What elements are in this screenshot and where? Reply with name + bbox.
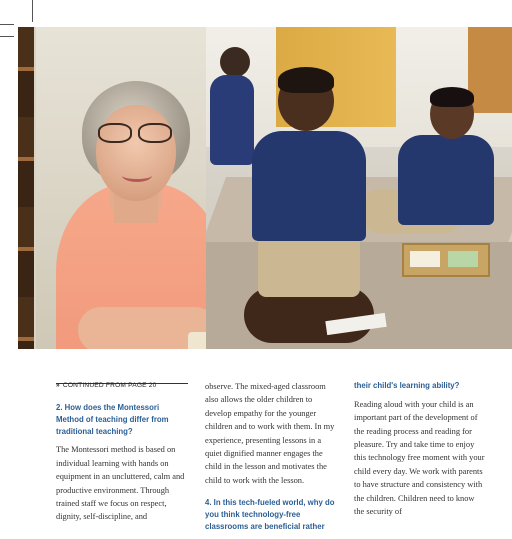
- crop-mark: [32, 0, 33, 22]
- column-3-body: Reading aloud with your child is an important part of the development of the reading process and reading for pleasure. Try and take time to enjoy this technology free moment with your child every day. We work with parents to have structure and consistency with the children. Children need to know the security of: [354, 399, 485, 517]
- question-2-body: The Montessori method is based on individual learning with hands on equipment in an uncluttered, calm and productive environment. Through trained staff we focus on respect, dignity, self-discipline, and: [56, 445, 185, 522]
- text-column-1: [56, 380, 188, 532]
- text-column-2: [205, 380, 337, 539]
- question-4-heading: 4. In this tech-fueled world, why do you think technology-free classrooms are beneficial rather: [205, 498, 335, 531]
- child-right: [374, 89, 508, 269]
- photo-woman: [18, 27, 206, 349]
- column-2-body: observe. The mixed-aged classroom also allows the older children to develop empathy for the younger children and to work with them. In my experience, presenting lessons in a quiet dignified manner engages the child in the lesson and motivates the child to work with the lesson.: [205, 382, 335, 485]
- question-2-heading: 2. How does the Montessori Method of teaching differ from traditional teaching?: [56, 403, 169, 436]
- learning-materials-box: [402, 243, 490, 277]
- crop-mark: [0, 36, 14, 37]
- crop-mark: [0, 24, 14, 25]
- text-column-3: [354, 380, 486, 526]
- child-center: [244, 71, 374, 349]
- continued-label: » CONTINUED FROM PAGE 20: [56, 382, 157, 389]
- glasses-icon: [96, 123, 174, 141]
- photo-children-classroom: [206, 27, 512, 349]
- double-chevron-icon: »: [56, 382, 60, 389]
- woman-face: [96, 105, 176, 201]
- question-3-heading-tail: their child's learning ability?: [354, 381, 460, 390]
